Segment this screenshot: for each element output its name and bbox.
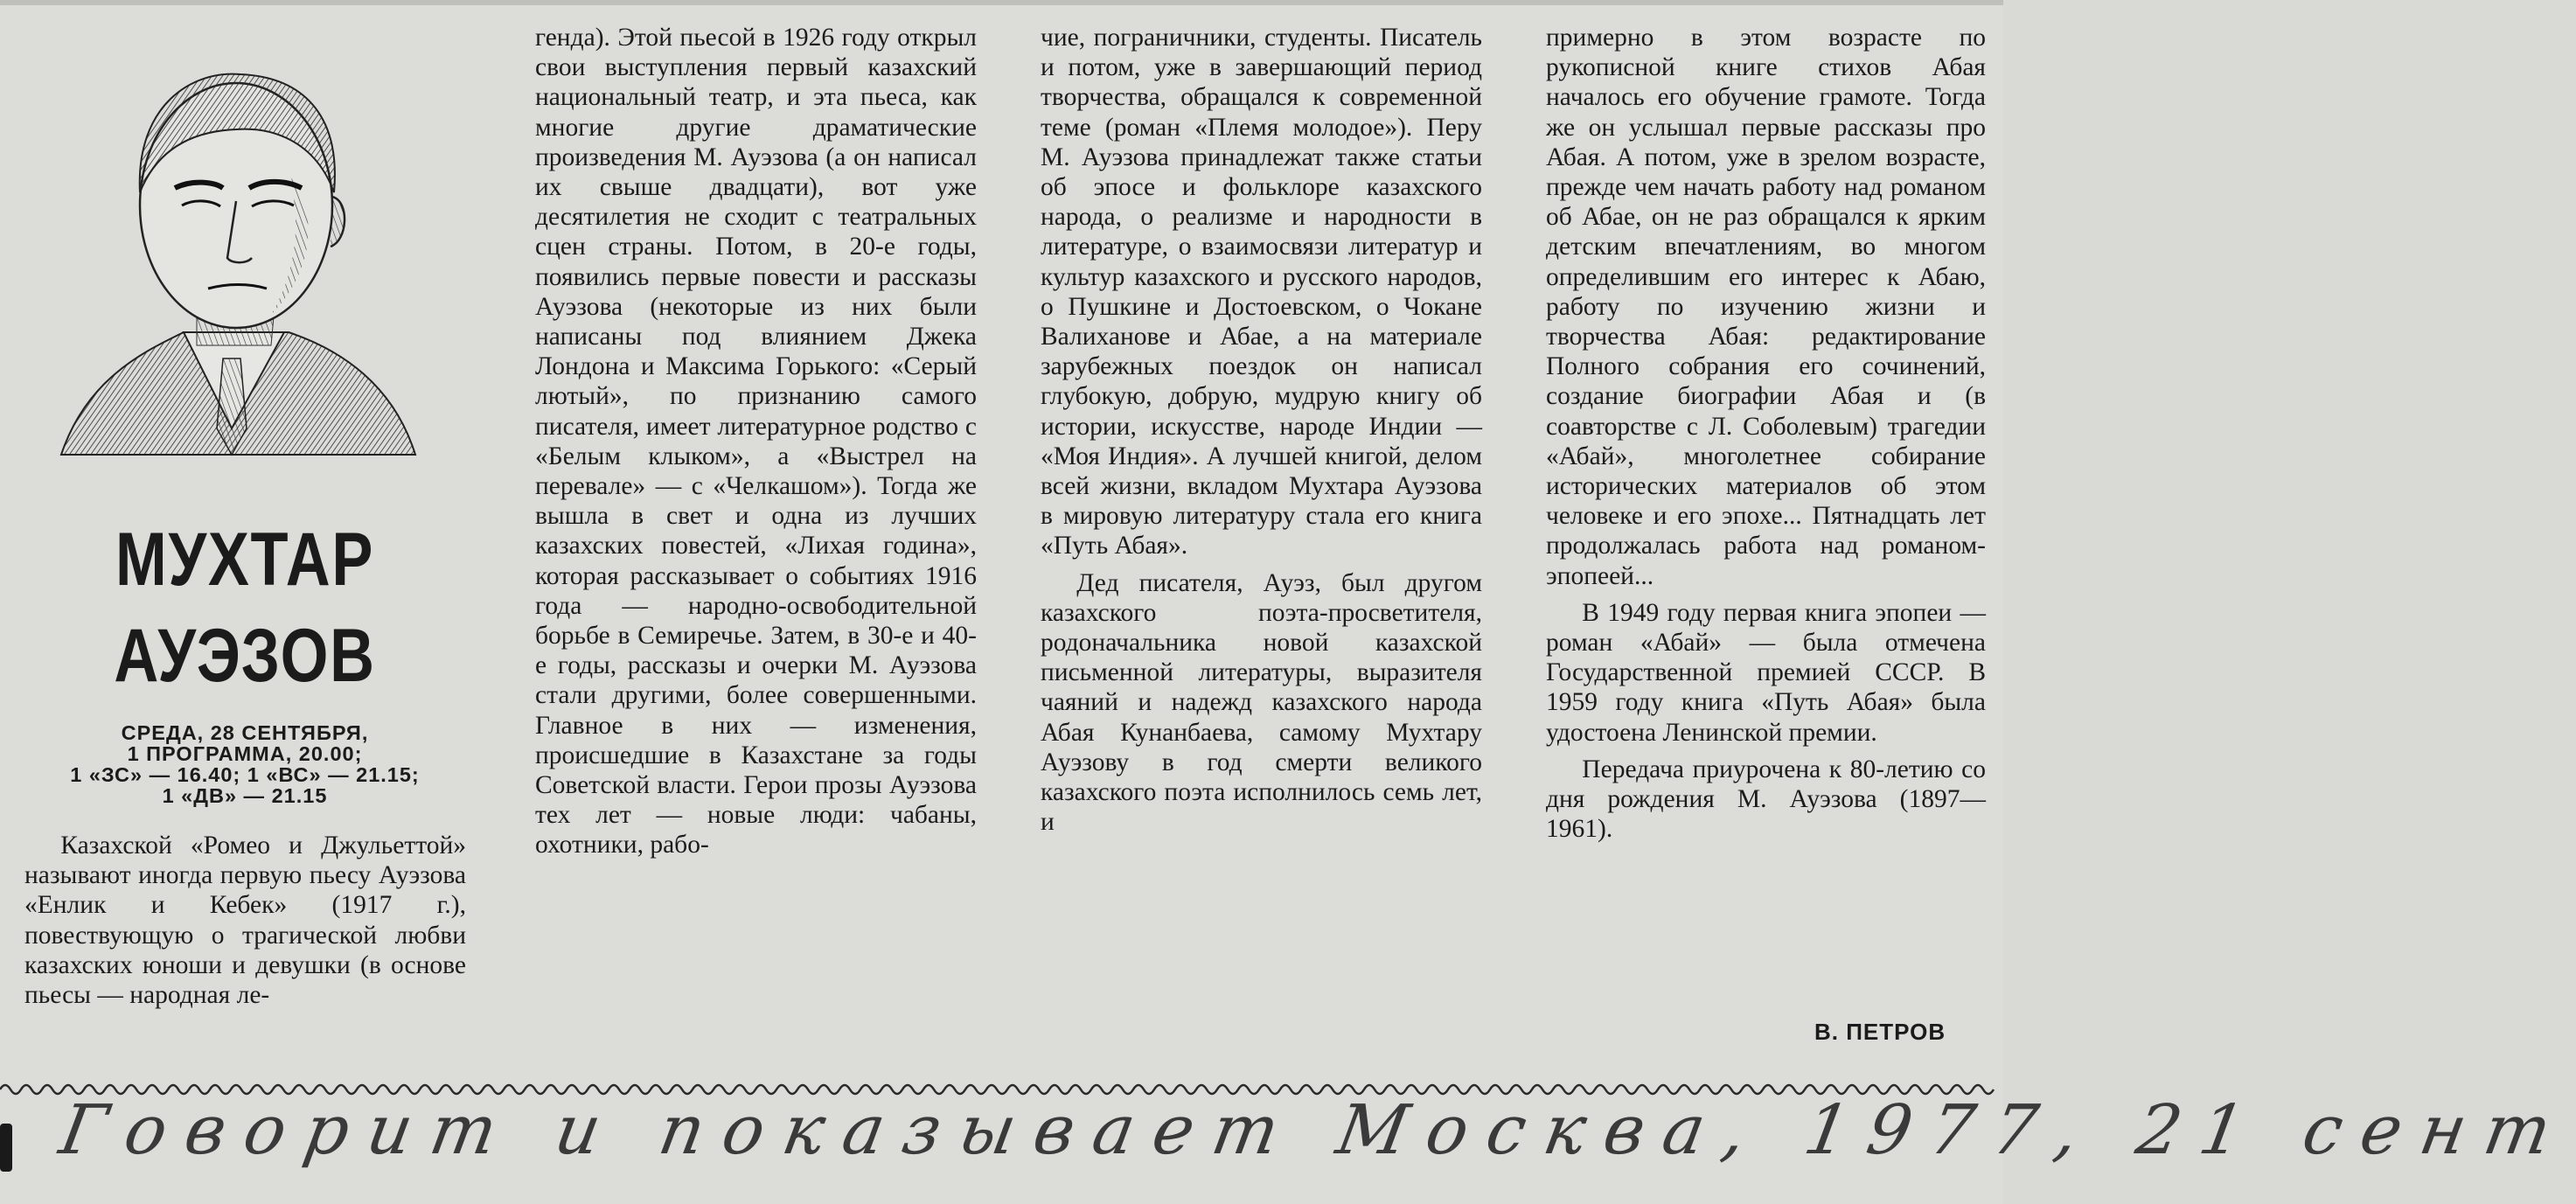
edge-ink-mark (0, 1124, 12, 1172)
schedule-line: 1 «ЗС» — 16.40; 1 «ВС» — 21.15; (70, 763, 420, 786)
author-signature: В. ПЕТРОВ (1814, 1019, 1946, 1045)
column-paragraph: примерно в этом возрасте по рукописной книге стихов Абая началось его обучение грамоте. Тогда же он услышал первые рассказы про Абая. А потом, уже в зрелом возрасте, прежде чем начать работу над романом об Абае, он не раз обращался к ярким детским впечатлениям, во многом определившим его интерес к Абаю, работу по изучению жизни и творчества Абая: редактирование Полного собрания его сочинений, создание биографии Абая и (в соавторстве с Л. Соболевым) трагедии «Абай», многолетнее собирание исторических материалов об этом человеке и его эпохе... Пятнадцать лет продолжалась работа над романом-эпопеей... (1546, 24, 1986, 590)
column-paragraph: генда). Этой пьесой в 1926 году открыл свои выступления первый казахский национальный театр, и эта пьеса, как многие другие драматические произведения М. Ауэзова (а он написал их свыше двадцати), вот уже десятилетия не сходит с театральных сцен страны. Потом, в 20-е годы, появились первые повести и рассказы Ауэзова (некоторые из них были написаны под влиянием Джека Лондона и Максима Горького: «Серый лютый», по признанию самого писателя, имеет литературное родство с «Белым клыком», а «Выстрел на перевале» — с «Челкашом»). Тогда же вышла в свет и одна из лучших казахских повестей, «Лихая година», которая рассказывает о событиях 1916 года — народно-освободительной борьбе в Семиречье. Затем, в 30-е и 40-е годы, рассказы и очерки М. Ауэзова стали другими, более совершенными. Главное в них — изменения, происшедшие в Казахстане за годы Советской власти. Герои прозы Ауэзова тех лет — новые люди: чабаны, охотники, рабо- (535, 24, 977, 860)
handwritten-note: Говорит и показывает Москва, 1977, 21 сент (54, 1091, 2576, 1170)
lead-column (24, 831, 466, 1010)
text-column-2 (1041, 23, 1482, 837)
schedule-line: СРЕДА, 28 СЕНТЯБРЯ, (121, 721, 369, 744)
article-title (26, 512, 463, 704)
text-column-3 (1546, 23, 1986, 844)
column-paragraph: Дед писателя, Ауэз, был другом казахского поэта-просветителя, родоначальника новой казахской письменной литературы, выразителя чаяний и надежд казахского народа Абая Кунанбаева, самому Мухтару Ауэзову в год смерти великого казахского поэта исполнилось семь лет, и (1041, 568, 1482, 837)
title-first-name: МУХТАР (115, 518, 375, 602)
schedule-line: 1 ПРОГРАММА, 20.00; (127, 742, 363, 765)
column-paragraph: чие, пограничники, студенты. Писатель и потом, уже в завершающий период творчества, обращался к современной теме (роман «Племя молодое»). Перу М. Ауэзова принадлежат также статьи об эпосе и фольклоре казахского народа, о реализме и народности в литературе, о взаимосвязи литератур и культур казахского и русского народов, о Пушкине и Достоевском, о Чокане Валиханове и Абае, а на материале зарубежных поездок он написал глубокую, добрую, мудрую книгу об истории, искусстве, народе Индии — «Моя Индия». А лучшей книгой, делом всей жизни, вкладом Мухтара Ауэзова в мировую литературу стала его книга «Путь Абая». (1041, 24, 1482, 560)
clipping-top-edge (0, 0, 2003, 5)
column-paragraph: Передача приурочена к 80-летию со дня рождения М. Ауэзова (1897—1961). (1546, 755, 1986, 844)
broadcast-schedule (26, 722, 463, 806)
title-last-name: АУЭЗОВ (114, 614, 376, 698)
author-portrait-engraving (52, 44, 420, 481)
text-column-1 (535, 23, 977, 860)
lead-paragraph: Казахской «Ромео и Джульеттой» называют иногда первую пьесу Ауэзова «Енлик и Кебек» (1917 г.), повествующую о трагической любви казахских юноши и девушки (в основе пьесы — народная ле- (24, 832, 466, 1010)
schedule-line: 1 «ДВ» — 21.15 (162, 784, 328, 807)
column-paragraph: В 1949 году первая книга эпопеи — роман «Абай» — была отмечена Государственной премией СССР. В 1959 году книга «Путь Абая» была удостоена Ленинской премии. (1546, 598, 1986, 747)
